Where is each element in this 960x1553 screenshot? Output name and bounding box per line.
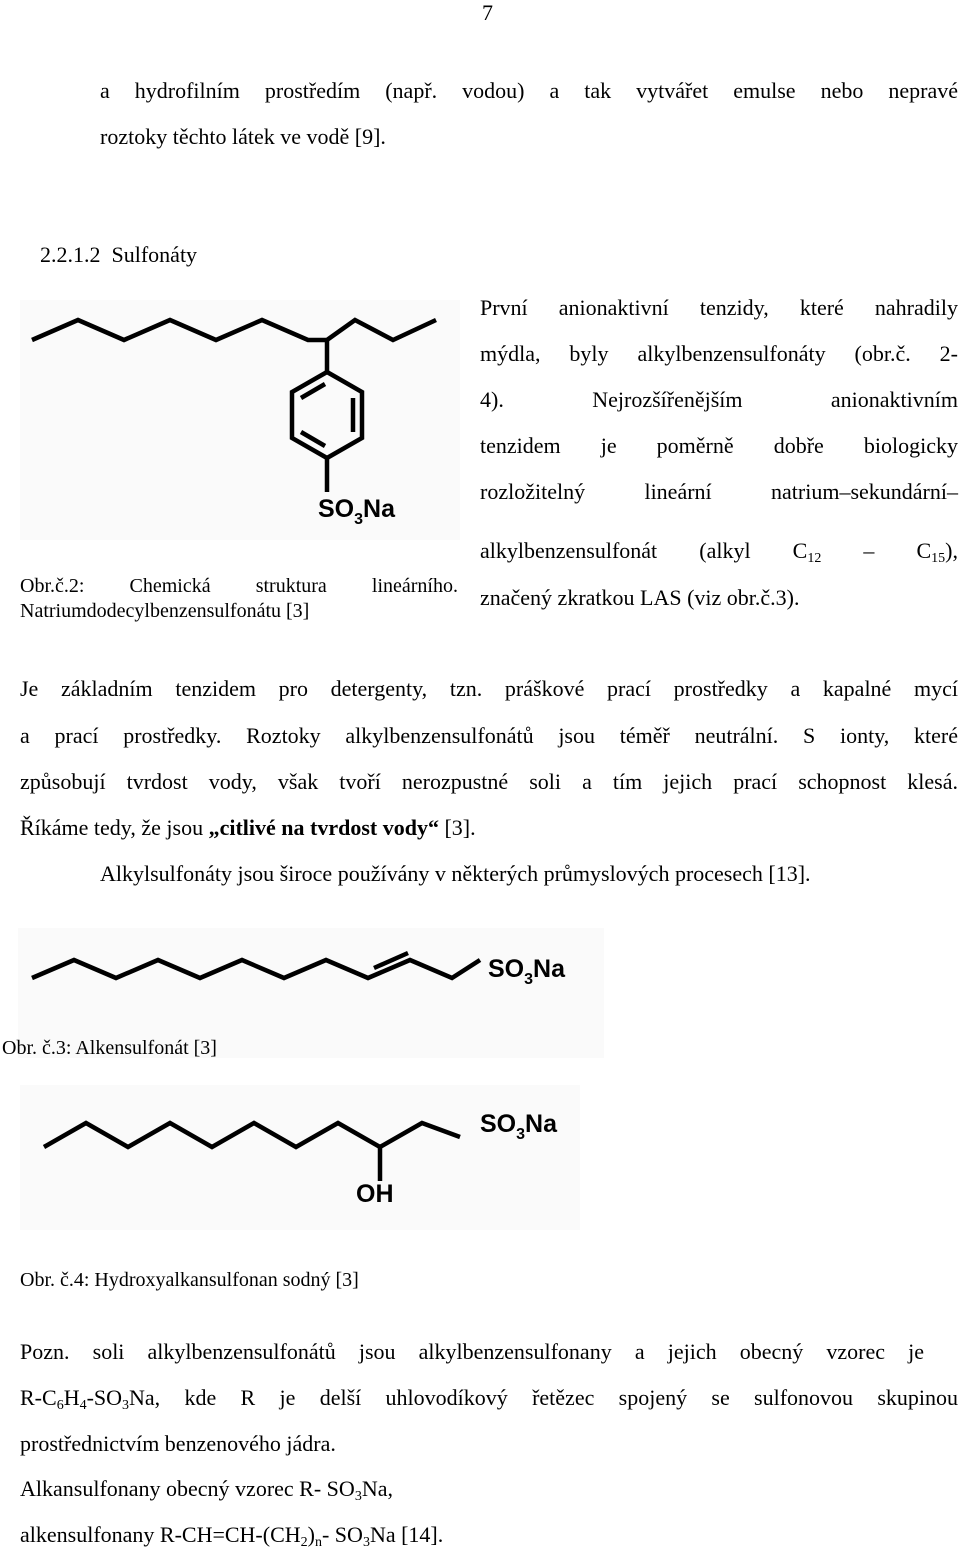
para2-line-5: Alkylsulfonáty jsou široce používány v některých průmyslových procesech [13]. <box>100 861 811 886</box>
right-col-line-4: tenzidem je poměrně dobře biologicky <box>480 433 958 458</box>
emphasis-hardness: „citlivé na tvrdost vody“ <box>208 815 439 840</box>
note-line-1: Pozn. soli alkylbenzensulfonátů jsou alkylbenzensulfonany a jejich obecný vzorec je <box>20 1339 924 1364</box>
para2-line-3: způsobují tvrdost vody, však tvoří nerozpustné soli a tím jejich prací schopnost klesá. <box>20 769 958 794</box>
intro-line-2: roztoky těchto látek ve vodě [9]. <box>100 124 386 149</box>
right-col-line-7: značený zkratkou LAS (viz obr.č.3). <box>480 585 800 610</box>
note-line-2: $R-C_6H_4-SO_3Na$, kde R je delší uhlovodíkový řetězec spojený se sulfonovou skupinou <box>20 1385 958 1413</box>
figure-4-hydroxyl-label: OH <box>356 1180 394 1208</box>
right-col-line-2: mýdla, byly alkylbenzensulfonáty (obr.č. 2- <box>480 341 958 366</box>
intro-line-1: a hydrofilním prostředím (např. vodou) a tak vytvářet emulse nebo nepravé <box>100 78 958 103</box>
figure-4-caption: Obr. č.4: Hydroxyalkansulfonan sodný [3] <box>20 1269 359 1291</box>
right-col-line-1: První anionaktivní tenzidy, které nahradily <box>480 295 958 320</box>
right-col-line-5: rozložitelný lineární natrium–sekundární– <box>480 479 958 504</box>
note-line-5: alkensulfonany $R-CH=CH-(CH_2)_n-$ $SO_3Na$ [14]. <box>20 1522 444 1550</box>
figure-4-sulfonate-label: $SO_3Na$ <box>480 1110 557 1143</box>
figure-2-caption-line-2: Natriumdodecylbenzensulfonátu [3] <box>20 600 310 622</box>
page-number: 7 <box>482 0 493 25</box>
section-number: 2.2.1.2 <box>40 242 101 267</box>
right-col-line-6: alkylbenzensulfonát (alkyl $C_{12} - C_{15}$), <box>480 538 958 566</box>
figure-2-caption-line-1: Obr.č.2: Chemická struktura lineárního. <box>20 575 458 597</box>
para2-line-2: a prací prostředky. Roztoky alkylbenzensulfonátů jsou téměř neutrální. S ionty, které <box>20 723 958 748</box>
figure-3-caption: Obr. č.3: Alkensulfonát [3] <box>2 1037 217 1059</box>
section-title: Sulfonáty <box>111 242 198 267</box>
hydroxyalkane-chain <box>44 1123 460 1147</box>
section-heading <box>40 244 197 266</box>
para2-line-1: Je základním tenzidem pro detergenty, tzn. práškové prací prostředky a kapalné mycí <box>20 676 958 701</box>
para2-line-4: Říkáme tedy, že jsou „citlivé na tvrdost vody“ [3]. <box>20 815 476 840</box>
figure-4-structure <box>20 1085 580 1230</box>
alkyl-chain <box>32 320 436 340</box>
figure-2-sulfonate-label: $SO_3Na$ <box>318 495 395 528</box>
note-line-3: prostřednictvím benzenového jádra. <box>20 1431 336 1456</box>
alkene-chain <box>32 960 480 978</box>
figure-3-sulfonate-label: $SO_3Na$ <box>488 955 565 988</box>
right-col-line-3: 4). Nejrozšířenějším anionaktivním <box>480 387 958 412</box>
note-line-4: Alkansulfonany obecný vzorec R- $SO_3Na$, <box>20 1476 393 1504</box>
